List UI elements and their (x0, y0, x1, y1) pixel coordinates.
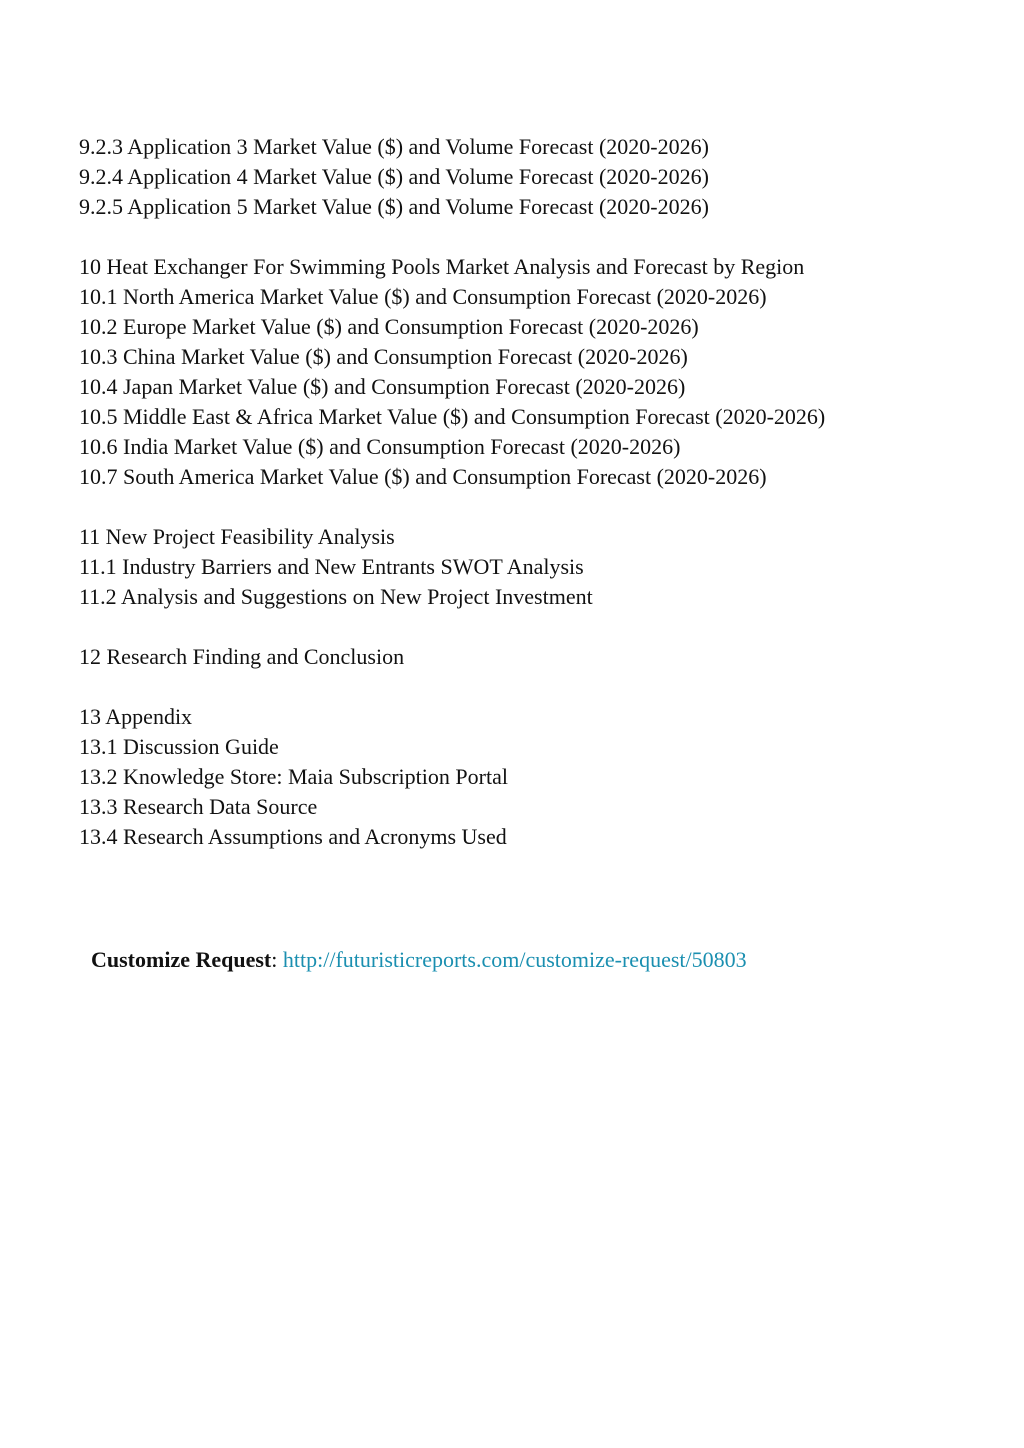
toc-section-12 (79, 642, 979, 672)
toc-entry: 10.6 India Market Value ($) and Consumption Forecast (2020-2026) (79, 434, 681, 459)
toc-section-13 (79, 702, 979, 852)
toc-entry: 10.7 South America Market Value ($) and Consumption Forecast (2020-2026) (79, 464, 767, 489)
toc-entry: 11.2 Analysis and Suggestions on New Project Investment (79, 584, 593, 609)
toc-entry: 10.1 North America Market Value ($) and Consumption Forecast (2020-2026) (79, 284, 767, 309)
table-of-contents (79, 132, 979, 882)
toc-section-9-2 (79, 132, 979, 222)
toc-entry: 10.2 Europe Market Value ($) and Consumption Forecast (2020-2026) (79, 314, 699, 339)
toc-entry: 13.1 Discussion Guide (79, 734, 279, 759)
toc-entry: 13.3 Research Data Source (79, 794, 318, 819)
customize-request-link[interactable]: http://futuristicreports.com/customize-request/50803 (282, 947, 747, 972)
toc-entry: 10.5 Middle East & Africa Market Value ($) and Consumption Forecast (2020-2026) (79, 404, 826, 429)
customize-request-label: Customize Request (91, 947, 272, 972)
toc-heading: 10 Heat Exchanger For Swimming Pools Market Analysis and Forecast by Region (79, 254, 805, 279)
toc-heading: 12 Research Finding and Conclusion (79, 644, 405, 669)
toc-entry: 13.4 Research Assumptions and Acronyms Used (79, 824, 507, 849)
toc-section-10 (79, 252, 979, 492)
toc-entry: 13.2 Knowledge Store: Maia Subscription Portal (79, 764, 508, 789)
toc-entry: 9.2.4 Application 4 Market Value ($) and Volume Forecast (2020-2026) (79, 164, 709, 189)
toc-entry: 9.2.3 Application 3 Market Value ($) and Volume Forecast (2020-2026) (79, 134, 709, 159)
toc-heading: 11 New Project Feasibility Analysis (79, 524, 395, 549)
customize-request-line (91, 945, 747, 975)
toc-entry: 9.2.5 Application 5 Market Value ($) and Volume Forecast (2020-2026) (79, 194, 709, 219)
toc-section-11 (79, 522, 979, 612)
toc-entry: 11.1 Industry Barriers and New Entrants SWOT Analysis (79, 554, 584, 579)
toc-entry: 10.3 China Market Value ($) and Consumption Forecast (2020-2026) (79, 344, 688, 369)
label-separator: : (271, 947, 283, 972)
toc-heading: 13 Appendix (79, 704, 193, 729)
toc-entry: 10.4 Japan Market Value ($) and Consumption Forecast (2020-2026) (79, 374, 686, 399)
